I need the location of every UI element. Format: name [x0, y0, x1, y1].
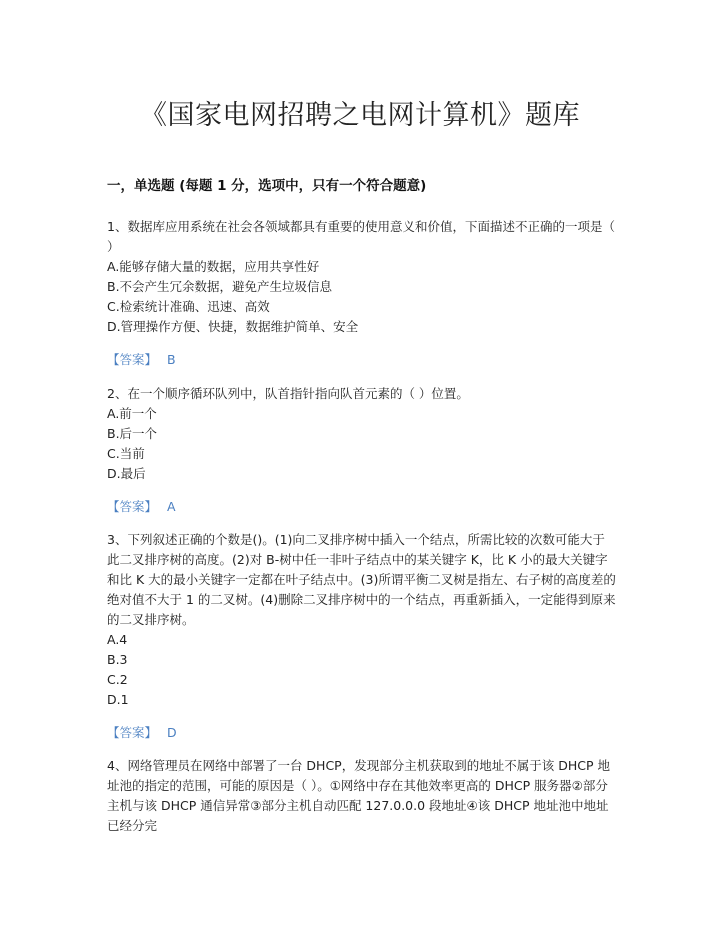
answer-value: D: [167, 725, 177, 740]
answer-label: 【答案】: [107, 499, 158, 514]
question-stem: 2、在一个顺序循环队列中，队首指针指向队首元素的（ ）位置。: [107, 386, 469, 401]
question-stem: 4、网络管理员在网络中部署了一台 DHCP，发现部分主机获取到的地址不属于该 DHCP 地址池的指定的范围，可能的原因是（ ）。①网络中存在其他效率更高的 DHCP 服务器②部分主机与该 DHCP 通信异常③部分主机自动匹配 127.0.0.0 段地址④该 DHCP 地址池中地址已经分完: [107, 758, 610, 833]
option-c: C.2: [107, 672, 128, 687]
answer-value: A: [167, 499, 176, 514]
option-d: D.管理操作方便、快捷，数据维护简单、安全: [107, 319, 359, 334]
question-stem: 3、下列叙述正确的个数是()。(1)向二叉排序树中插入一个结点，所需比较的次数可能大于此二叉排序树的高度。(2)对 B-树中任一非叶子结点中的某关键字 K，比 K 小的最大关键字和比 K 大的最小关键字一定都在叶子结点中。(3)所谓平衡二叉树是指左、右子树的高度差的绝对值不大于 1 的二叉树。(4)删除二叉排序树中的一个结点，再重新插入，一定能得到原来的二叉排序树。: [107, 532, 616, 627]
option-b: B.3: [107, 652, 128, 667]
question-stem: 1、数据库应用系统在社会各领域都具有重要的使用意义和价值，下面描述不正确的一项是（ ）: [107, 219, 615, 254]
option-d: D.最后: [107, 466, 146, 481]
option-a: A.前一个: [107, 406, 157, 421]
document-title: 《国家电网招聘之电网计算机》题库: [140, 100, 580, 131]
option-a: A.能够存储大量的数据，应用共享性好: [107, 259, 320, 274]
option-c: C.检索统计准确、迅速、高效: [107, 299, 270, 314]
answer-line: [107, 723, 617, 743]
answer-line: [107, 497, 617, 517]
option-list: [107, 404, 617, 484]
question-3: [107, 530, 617, 743]
option-list: [107, 630, 617, 710]
option-b: B.后一个: [107, 426, 158, 441]
answer-label: 【答案】: [107, 725, 158, 740]
option-d: D.1: [107, 692, 129, 707]
answer-line: [107, 350, 617, 370]
option-c: C.当前: [107, 446, 145, 461]
answer-value: B: [167, 352, 176, 367]
answer-label: 【答案】: [107, 352, 158, 367]
question-4: [107, 756, 617, 836]
option-list: [107, 257, 617, 337]
option-a: A.4: [107, 632, 128, 647]
section-heading: 一，单选题 (每题 1 分，选项中，只有一个符合题意): [107, 178, 427, 194]
question-1: [107, 217, 617, 370]
option-b: B.不会产生冗余数据，避免产生垃圾信息: [107, 279, 333, 294]
question-2: [107, 384, 617, 517]
